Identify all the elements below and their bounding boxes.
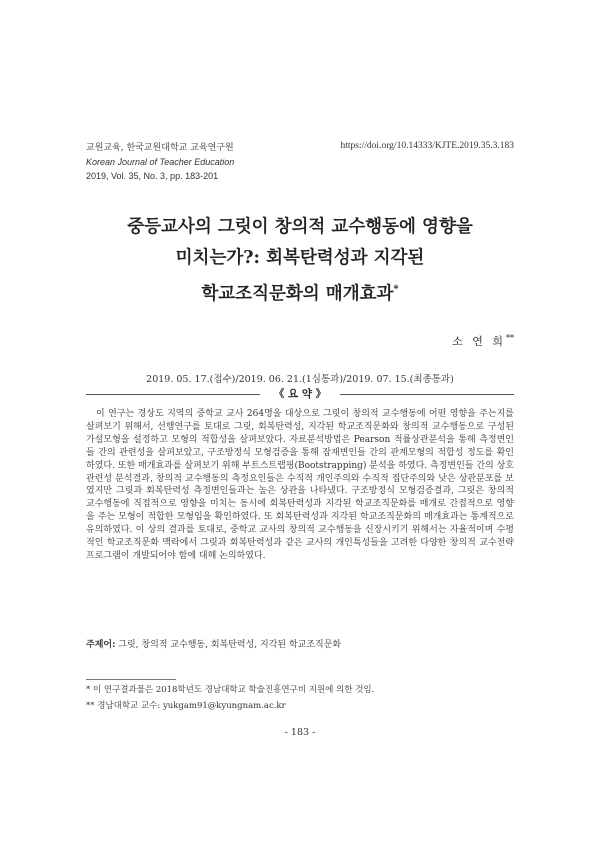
title-line-1: 중등교사의 그릿이 창의적 교수행동에 영향을	[127, 217, 473, 237]
footnote-text: 경남대학교 교수: yukgam91@kyungnam.ac.kr	[97, 701, 286, 711]
author-footnote-mark: **	[506, 333, 514, 343]
author	[452, 333, 514, 349]
footnote-text: 이 연구결과물은 2018학년도 경남대학교 학술진흥연구비 지원에 의한 것임.	[92, 685, 375, 695]
keywords-label: 주제어:	[86, 640, 116, 650]
journal-info	[86, 141, 234, 183]
page-number: - 183 -	[284, 727, 316, 738]
footnote-mark: **	[86, 701, 95, 711]
footnote-divider	[86, 679, 176, 680]
paper-title	[60, 212, 540, 310]
submission-dates: 2019. 05. 17.(접수)/2019. 06. 21.(1심통과)/2019. 07. 15.(최종통과)	[146, 374, 454, 385]
abstract-heading: 《 요 약 》	[260, 386, 340, 401]
volume-info: 2019, Vol. 35, No. 3, pp. 183-201	[86, 171, 219, 181]
title-line-3-text: 학교조직문화의 매개효과	[201, 283, 394, 304]
footnote-funding	[86, 683, 514, 695]
abstract-body: 이 연구는 경상도 지역의 중학교 교사 264명을 대상으로 그릿이 창의적 교수행동에 어떤 영향을 주는지를 살펴보기 위해서, 선행연구를 토대로 그릿, 회복탄력성, 지각된 학교조직문화와 창의적 교수행동으로 구성된 가설모형을 설정하고 모형의 적합성을 살펴보았다. 자료분석방법은 Pearson 적률상관분석을 통해 측정변인들 간의 관련성을 살펴보았고, 구조방정식 모형검증을 통해 잠재변인들 간의 관계모형의 적합성 정도를 확인하였다. 또한 매개효과를 살펴보기 위해 부트스트랩핑(Bootstrapping) 분석을 하였다. 측정변인들 간의 상호관련성 분석결과, 창의적 교수행동의 측정요인들은 수직적 개인주의와 수직적 집단주의와 낮은 상관분포를 보였지만 그릿과 회복탄력성 측정변인들과는 높은 상관을 나타냈다. 구조방정식 모형검증결과, 그릿은 창의적 교수행동에 직접적으로 영향을 미치는 동시에 회복탄력성과 지각된 학교조직문화를 매개로 간접적으로 영향을 주는 모형이 적합한 모형임을 확인하였다. 또 회복탄력성과 지각된 학교조직문화의 매개효과는 통계적으로 유의하였다. 이 상의 결과를 토대로, 중학교 교사의 창의적 교수행동을 신장시키기 위해서는 자율적이며 수평적인 학교조직문화 맥락에서 그릿과 회복탄력성과 같은 교사의 개인특성들을 고려한 다양한 창의적 교수전략 프로그램이 개발되어야 함에 대해 논의하였다.	[86, 409, 514, 561]
doi-link[interactable]: https://doi.org/10.14333/KJTE.2019.35.3.183	[340, 141, 514, 151]
title-line-2: 미치는가?: 회복탄력성과 지각된	[175, 248, 425, 268]
footnote-mark: *	[86, 685, 91, 695]
author-name: 소 연 희	[452, 335, 506, 348]
title-footnote-mark: *	[393, 284, 399, 295]
keywords	[86, 637, 514, 650]
journal-name-en: Korean Journal of Teacher Education	[86, 157, 235, 167]
footnote-author	[86, 699, 514, 711]
publisher: 교원교육, 한국교원대학교 교육연구원	[86, 143, 234, 153]
title-line-3	[60, 274, 540, 310]
keywords-text: 그릿, 창의적 교수행동, 회복탄력성, 지각된 학교조직문화	[118, 640, 342, 650]
